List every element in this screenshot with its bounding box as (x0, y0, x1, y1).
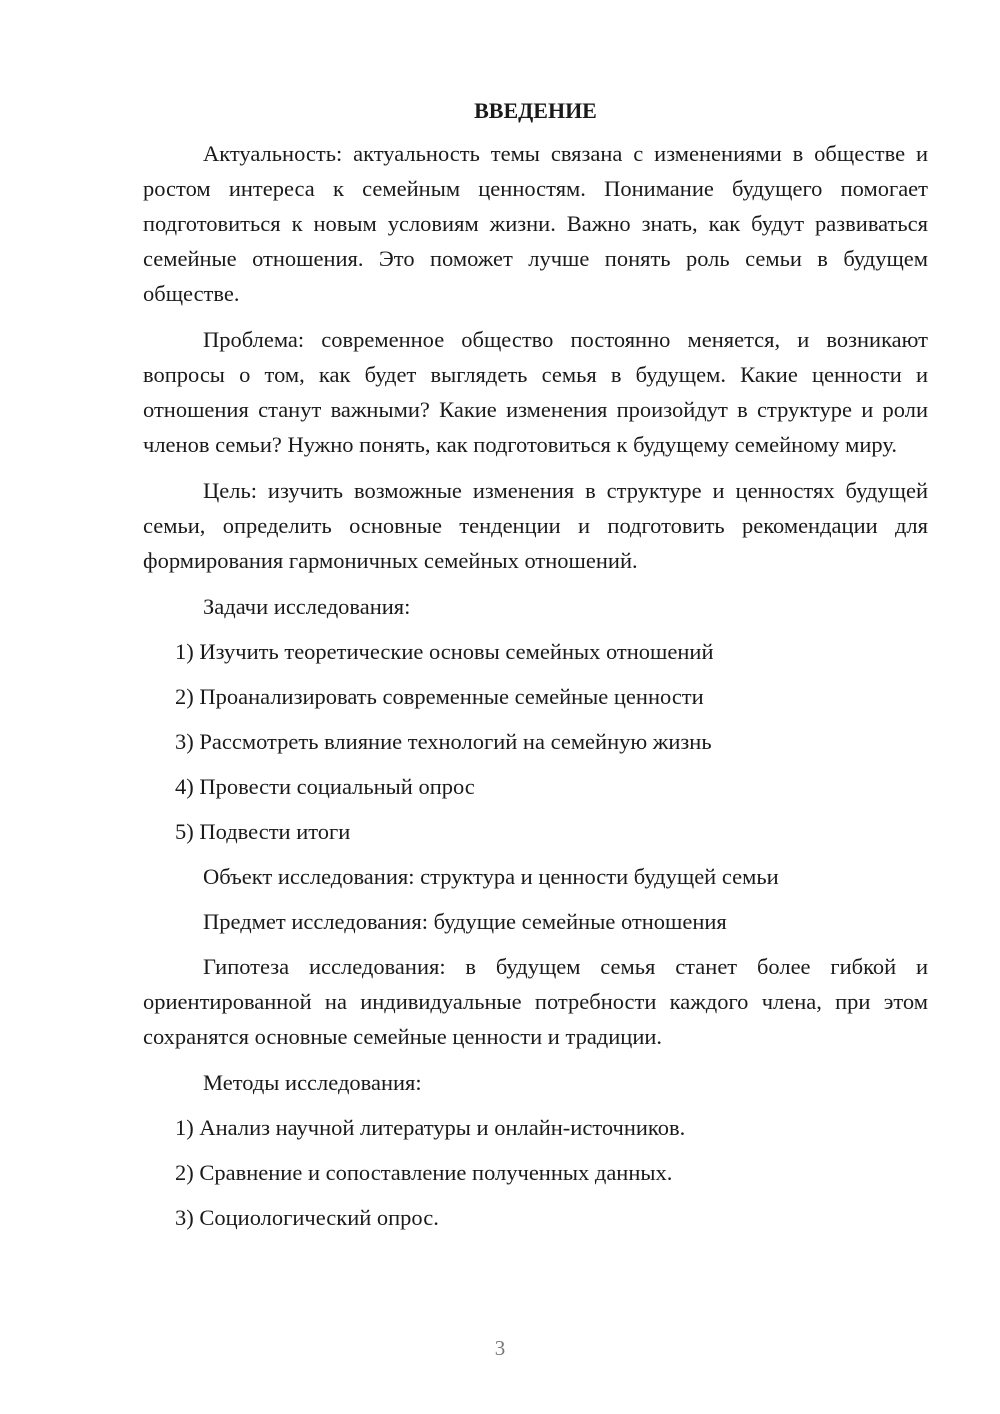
list-item: 5) Подвести итоги (175, 819, 351, 844)
list-item: 1) Анализ научной литературы и онлайн-источников. (175, 1115, 686, 1140)
tasks-heading: Задачи исследования: (203, 594, 411, 619)
list-item: 2) Сравнение и сопоставление полученных данных. (175, 1160, 673, 1185)
problem-paragraph: Проблема: современное общество постоянно меняется, и возникают вопросы о том, как будет выглядеть семья в будущем. Какие ценности и отношения станут важными? Какие изменения произойдут в структуре и роли членов семьи? Нужно понять, как подготовиться к будущему семейному миру. (143, 327, 928, 457)
list-item: 1) Изучить теоретические основы семейных отношений (175, 639, 714, 664)
list-item: 3) Рассмотреть влияние технологий на семейную жизнь (175, 729, 712, 754)
relevance-paragraph: Актуальность: актуальность темы связана с изменениями в обществе и ростом интереса к семейным ценностям. Понимание будущего помогает подготовиться к новым условиям жизни. Важно знать, как будут развиваться семейные отношения. Это поможет лучше понять роль семьи в будущем обществе. (143, 141, 928, 306)
object-line: Объект исследования: структура и ценности будущей семьи (203, 864, 779, 889)
page-number: 3 (494, 1336, 506, 1360)
list-item: 3) Социологический опрос. (175, 1205, 439, 1230)
section-title: ВВЕДЕНИЕ (474, 98, 597, 123)
methods-heading: Методы исследования: (203, 1070, 422, 1095)
document-page (143, 96, 928, 1245)
hypothesis-paragraph: Гипотеза исследования: в будущем семья станет более гибкой и ориентированной на индивидуальные потребности каждого члена, при этом сохранятся основные семейные ценности и традиции. (143, 954, 928, 1049)
tasks-list (143, 634, 928, 849)
methods-list (143, 1110, 928, 1235)
list-item: 4) Провести социальный опрос (175, 774, 475, 799)
list-item: 2) Проанализировать современные семейные ценности (175, 684, 704, 709)
subject-line: Предмет исследования: будущие семейные отношения (203, 909, 727, 934)
goal-paragraph: Цель: изучить возможные изменения в структуре и ценностях будущей семьи, определить основные тенденции и подготовить рекомендации для формирования гармоничных семейных отношений. (143, 478, 928, 573)
